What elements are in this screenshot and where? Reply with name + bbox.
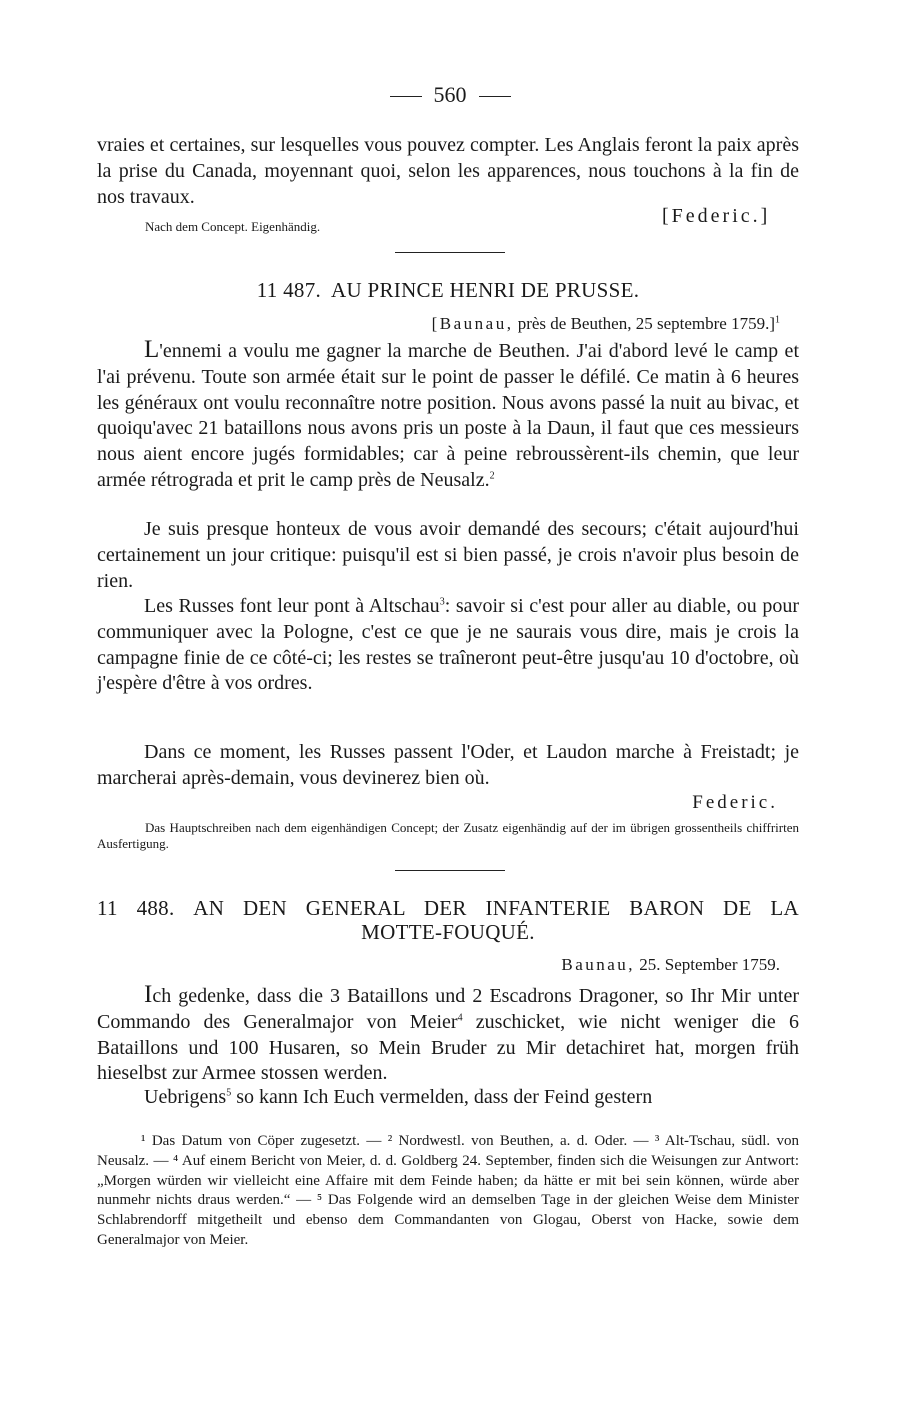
page-number: 560	[433, 82, 467, 107]
continuation-paragraph: vraies et certaines, sur lesquelles vous pouvez compter. Les Anglais feront la paix après la prise du Canada, moyennant quoi, selon les apparences, nous touchons à la fin de nos travaux.	[97, 134, 799, 208]
initial-letter: I	[144, 981, 153, 1008]
letter-paragraph	[97, 982, 799, 1087]
separator-rule	[395, 252, 505, 253]
letter-source-note: Das Hauptschreiben nach dem eigenhändigen Concept; der Zusatz eigenhändig auf der im übrigen grossentheils chiffrirten Ausfertigung.	[97, 820, 799, 851]
letter-dateline	[561, 955, 780, 975]
letter-signature: Federic.	[692, 792, 778, 813]
initial-letter: L	[144, 336, 160, 363]
letter-number: 11 487.	[256, 278, 322, 302]
letter-title: AN DEN GENERAL DER INFANTERIE BARON DE LA	[193, 896, 799, 920]
paragraph-text: Les Russes font leur pont à Altschau	[144, 595, 440, 617]
letter-paragraph: Je suis presque honteux de vous avoir demandé des secours; c'était aujourd'hui certainement un jour critique: puisqu'il est si bien passé, je crois n'avoir plus besoin de rien.	[97, 518, 799, 592]
paragraph-text: Uebrigens	[144, 1086, 227, 1108]
letter-paragraph	[97, 337, 799, 494]
letter-heading	[97, 278, 799, 303]
paragraph-text: zuschicket, wie nicht weniger die 6 Bataillons und 100 Husaren, so Mein Bruder zu Mir detachiret hat, morgen früh hieselbst zur Armee stossen werden.	[97, 1010, 799, 1085]
paragraph-text: 'ennemi a voulu me gagner la marche de Beuthen. J'ai d'abord levé le camp et l'ai prévenu. Toute son armée était sur le point de passer le défilé. Ce matin à 6 heures les généraux ont voulu reconnaître notre position. Nous avons passé la nuit au bivac, et quoiqu'avec 21 bataillons nous avons pris un poste à la Daun, il faut que ces messieurs nous aient encore jugés formidables; car à peine rebroussèrent-ils chemin, que leur armée rétrograda et prit le camp près de Neusalz.	[97, 340, 799, 491]
footnote-ref: 1	[775, 314, 780, 326]
letter-postscript: Dans ce moment, les Russes passent l'Oder, et Laudon marche à Freistadt; je marcherai après-demain, vous devinerez bien où.	[97, 741, 799, 789]
dateline-place: Baunau,	[561, 955, 636, 974]
footnotes: ¹ Das Datum von Cöper zugesetzt. — ² Nordwestl. von Beuthen, a. d. Oder. — ³ Alt-Tschau, südl. von Neusalz. — ⁴ Auf einem Bericht von Meier, d. d. Goldberg 24. September, finden sich die Weisungen zur Antwort: „Morgen würden wir vielleicht eine Affaire mit dem Feinde haben; da hätte er mit bei sein können, würde aber nunmehr nichts draus werden.“ — ⁵ Das Folgende wird an demselben Tage in der gleichen Weise dem Minister Schlabrendorff mitgetheilt und ebenso dem Commandanten von Glogau, Oberst von Hacke, sowie dem Generalmajor von Meier.	[97, 1133, 799, 1248]
continuation-source-note: Nach dem Concept. Eigenhändig.	[145, 219, 321, 234]
page-number-line	[0, 82, 900, 108]
paragraph-text: so kann Ich Euch vermelden, dass der Feind gestern	[231, 1086, 653, 1108]
dateline-date: près de Beuthen, 25 septembre 1759.]	[517, 314, 775, 333]
dateline-place: [Baunau,	[431, 314, 514, 333]
footnote-ref: 5	[226, 1087, 232, 1099]
letter-paragraph	[97, 594, 799, 697]
letter-number: 11 488.	[97, 896, 175, 920]
dateline-date: 25. September 1759.	[639, 955, 780, 974]
letter-heading	[97, 896, 799, 921]
footnote-ref: 2	[489, 470, 495, 482]
footnote-ref: 4	[457, 1012, 463, 1024]
page-number-right-dash	[479, 96, 511, 97]
separator-rule	[395, 870, 505, 871]
footnote-ref: 3	[439, 596, 445, 608]
paragraph-text: : savoir si c'est pour aller au diable, ou pour communiquer avec la Pologne, c'est ce que je ne saurais vous dire, mais je crois la campagne finie de ce côté-ci; les restes se traîneront peut-être jusqu'au 10 d'octobre, où j'espère d'être à vos ordres.	[97, 595, 800, 695]
continuation-signature: [Federic.]	[662, 205, 771, 227]
paragraph-text: ch gedenke, dass die 3 Bataillons und 2 Escadrons Dragoner, so Ihr Mir unter Commando des Generalmajor von Meier	[97, 985, 799, 1033]
letter-paragraph	[97, 1085, 799, 1111]
letter-title-continued: MOTTE-FOUQUÉ.	[361, 920, 535, 944]
letter-dateline	[432, 314, 780, 334]
letter-title: AU PRINCE HENRI DE PRUSSE.	[331, 278, 640, 302]
page-number-left-dash	[390, 96, 422, 97]
